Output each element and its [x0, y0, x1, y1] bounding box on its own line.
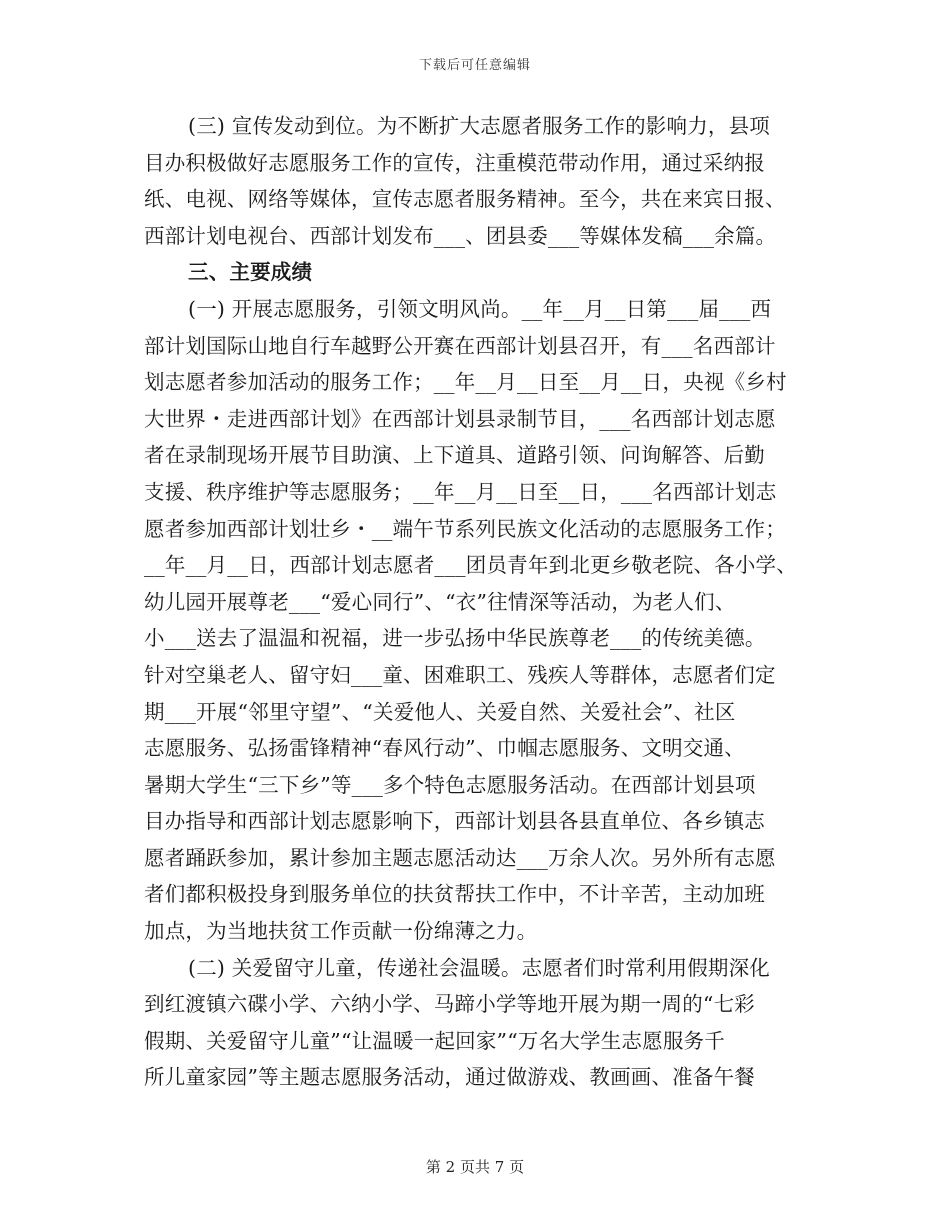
text-line: 所儿童家园”等主题志愿服务活动，通过做游戏、教画画、准备午餐 — [144, 1065, 755, 1090]
text-line: 部计划国际山地自行车越野公开赛在西部计划县召开，有___名西部计 — [144, 333, 776, 358]
text-line: 加点，为当地扶贫工作贡献一份绵薄之力。 — [144, 919, 538, 944]
text-line: 到红渡镇六碟小学、六纳小学、马蹄小学等地开展为期一周的“七彩 — [144, 992, 755, 1017]
page-header: 下载后可任意编辑 — [418, 58, 531, 73]
text-line: __年__月__日，西部计划志愿者___团员青年到北更乡敬老院、各小学、 — [144, 553, 797, 578]
section-heading: 三、主要成绩 — [188, 260, 313, 285]
text-line: 大世界・走进西部计划》在西部计划县录制节目，___名西部计划志愿 — [144, 406, 776, 431]
document-body — [144, 108, 816, 1096]
text-line: 愿者参加西部计划壮乡・__端午节系列民族文化活动的志愿服务工作； — [144, 516, 786, 541]
text-line: 西部计划电视台、西部计划发布___、团县委___等媒体发稿___余篇。 — [144, 223, 777, 248]
text-line: 者在录制现场开展节目助演、上下道具、道路引领、问询解答、后勤 — [144, 443, 765, 468]
text-line: (二) 关爱留守儿童，传递社会温暖。志愿者们时常利用假期深化 — [188, 955, 771, 980]
text-line: (三) 宣传发动到位。为不断扩大志愿者服务工作的影响力，县项 — [188, 114, 771, 138]
text-line: 目办积极做好志愿服务工作的宣传，注重模范带动作用，通过采纳报 — [144, 150, 765, 175]
text-line: (一) 开展志愿服务，引领文明风尚。__年__月__日第___届___西 — [188, 296, 772, 321]
text-line: 志愿服务、弘扬雷锋精神“春风行动”、巾帼志愿服务、文明交通、 — [144, 736, 745, 761]
text-line: 愿者踊跃参加，累计参加主题志愿活动达___万余人次。另外所有志愿 — [144, 845, 776, 870]
text-line: 支援、秩序维护等志愿服务；__年__月__日至__日，___名西部计划志 — [144, 479, 777, 504]
text-line: 小___送去了温温和祝福，进一步弘扬中华民族尊老___的传统美德。 — [144, 626, 766, 651]
text-line: 假期、关爱留守儿童”“让温暖一起回家”“万名大学生志愿服务千 — [144, 1028, 725, 1053]
text-line: 者们都积极投身到服务单位的扶贫帮扶工作中，不计辛苦，主动加班 — [144, 882, 765, 907]
text-line: 暑期大学生“三下乡”等___多个特色志愿服务活动。在西部计划县项 — [144, 772, 756, 797]
text-line: 目办指导和西部计划志愿影响下，西部计划县各县直单位、各乡镇志 — [144, 809, 765, 834]
text-line: 划志愿者参加活动的服务工作；__年__月__日至__月__日，央视《乡村 — [144, 370, 787, 395]
page-number-footer: 第 2 页共 7 页 — [425, 1158, 525, 1176]
text-line: 纸、电视、网络等媒体，宣传志愿者服务精神。至今，共在来宾日报、 — [144, 187, 786, 212]
text-line: 针对空巢老人、留守妇___童、困难职工、残疾人等群体，志愿者们定 — [144, 662, 776, 687]
text-line: 期___开展“邻里守望”、“关爱他人、关爱自然、关爱社会”、社区 — [144, 699, 736, 724]
text-line: 幼儿园开展尊老___“爱心同行”、“衣”往情深等活动，为老人们、 — [144, 589, 736, 614]
